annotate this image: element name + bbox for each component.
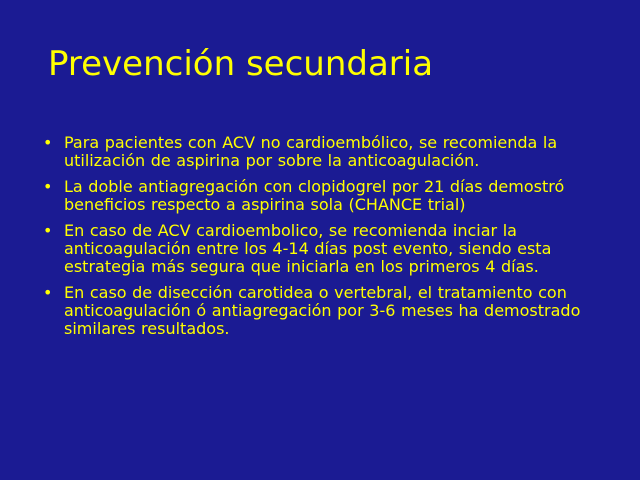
bullet-text: La doble antiagregación con clopidogrel por 21 días demostró beneficios respecto a aspirina sola (CHANCE trial): [64, 177, 565, 214]
bullet-text: En caso de ACV cardioembolico, se recomienda inciar la anticoagulación entre los 4-14 días post evento, siendo esta estrategia más segura que iniciarla en los primeros 4 días.: [64, 221, 552, 276]
bullet-marker: •: [43, 221, 53, 240]
bullet-text: Para pacientes con ACV no cardioembólico, se recomienda la utilización de aspirina por sobre la anticoagulación.: [64, 133, 558, 170]
bullet-marker: •: [43, 177, 53, 196]
bullet-item: [43, 284, 603, 338]
bullet-marker: •: [43, 133, 53, 152]
slide-title: Prevención secundaria: [48, 44, 434, 84]
bullet-item: [43, 178, 603, 214]
bullet-item: [43, 134, 603, 170]
bullet-marker: •: [43, 283, 53, 302]
bullet-text: En caso de disección carotidea o vertebral, el tratamiento con anticoagulación ó antiagregación por 3-6 meses ha demostrado similares resultados.: [64, 283, 581, 338]
bullet-list: [43, 134, 603, 346]
bullet-item: [43, 222, 603, 276]
